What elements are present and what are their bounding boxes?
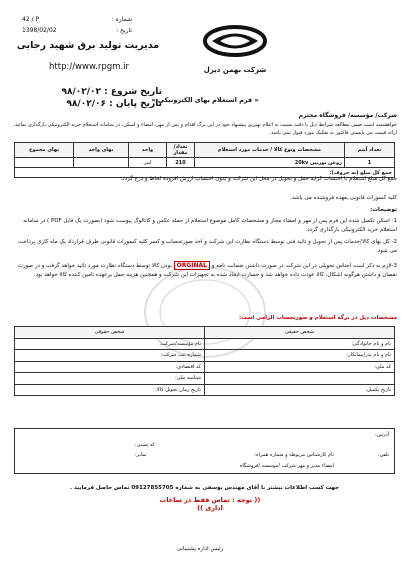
table-row — [15, 338, 395, 350]
natural-field[interactable]: کد ملی: — [205, 361, 395, 373]
col-item-count: تعداد آیتم — [345, 143, 395, 158]
cell-unit: لیتر — [129, 158, 167, 168]
natural-field[interactable]: تاریخ تکمیل: — [205, 384, 395, 396]
number-label: شماره : — [111, 16, 132, 23]
natural-person-header: شخص حقیقی — [205, 327, 395, 339]
office-hours-note: (( توجه : تماس فقط در ساعات اداری )) — [159, 496, 261, 512]
reference-number-row — [22, 14, 132, 25]
form-title: « فرم استعلام بهای الکترونیکی » — [151, 96, 259, 104]
legal-field[interactable]: نام مؤسسه/شرکت: — [15, 338, 205, 350]
cell-total-price[interactable] — [15, 158, 74, 168]
legal-field[interactable]: شناسه ملی: — [15, 373, 205, 385]
end-date: تاریخ پایان : ۹۸/۰۲/۰۶ — [66, 99, 162, 109]
original-badge: ORGINAL — [174, 261, 210, 270]
natural-field[interactable]: نام و نام پدر/پیمانکار: — [205, 350, 395, 362]
legal-field[interactable]: کد اقتصادی: — [15, 361, 205, 373]
head-signature: رئیس اداره پشتیبانی — [176, 546, 224, 552]
contact-label[interactable]: نام کارشناس مربوطه و شماره همراه: — [254, 452, 334, 458]
condition-2: کلیه کسورات قانونی بعهده فروشنده می باشد. — [290, 195, 397, 201]
cell-item-count: 1 — [345, 158, 395, 168]
note-3 — [10, 261, 397, 280]
table-row — [15, 350, 395, 362]
note-1: 1- اسکن تکمیل شده این فرم پس از مهر و امضاء مجاز و مشخصات کامل موضوع استعلام از جمله عکس و کاتالوگ پیوست شود (بصورت یک فایل PDF ) در سامانه استعلام خرید الکترونیکی بارگذاری گردد. — [23, 218, 397, 233]
deadline-dates — [22, 86, 162, 110]
table-row — [15, 158, 395, 168]
legal-field[interactable]: شماره ثبت شرکت: — [15, 350, 205, 362]
cell-quantity: 210 — [167, 158, 195, 168]
col-description: مشخصات ونوع کالا / خدمات مورد استعلام — [195, 143, 345, 158]
start-date: تاریخ شروع : ۹۸/۰۲/۰۲ — [61, 87, 162, 97]
intro-text: خواهشمند است ضمن مطالعه شرایط ذیل با دقت نسبت به اعلام بهترین پیشنهاد خود در این برگ اقدام و پس از مهر، امضاء و اسکن، در سامانه استعلام خرید الکترونیکی بارگذاری نمائید. ارائه قیمت می بایستی فاکتور به تفکیک مورد قبول نمی باشد. — [13, 122, 397, 136]
table-row — [15, 373, 395, 385]
note-2: 2- کل بهای کالا/خدمات پس از تحویل و تائید فنی توسط دستگاه نظارت این شرکت و اخذ صورتحساب و کسر کلیه کسورات قانونی طرف قرارداد یک ماه کاری پرداخت می شود. — [18, 239, 397, 254]
reference-date-row — [22, 25, 132, 36]
vendor-spec-title: مشخصات ذیل در برگه استعلام و صورتحساب الزامی است: — [238, 315, 397, 321]
col-unit-price: بهای واحد — [74, 143, 129, 158]
note-3-part-b: بودن کالا توسط دستگاه نظارت مورد تائید خواهد گرفت و در صورت نقصان و داشتن هرگونه اشکال، کالا عودت داده خواهد شد و خسارت ایجاد شده به تجهیزات این شرکت و همچنین هزینه حمل برعهده تامین کننده کالا خواهد بود. — [17, 263, 397, 278]
col-total-price: بهای مجموع — [15, 143, 74, 158]
signature-box — [14, 428, 395, 474]
address-label[interactable]: آدرس: — [375, 432, 389, 438]
phone-label[interactable]: تلفن: — [377, 452, 389, 458]
items-table — [14, 142, 395, 178]
col-unit: واحد — [129, 143, 167, 158]
vendor-info-table — [14, 326, 395, 396]
sign-label[interactable]: امضاء مدیر و مهر شرکت /موسسه /فروشگاه — [239, 463, 334, 469]
table-row — [15, 384, 395, 396]
addressee: شرکت/ مؤسسه/ فروشگاه محترم — [298, 112, 397, 119]
postal-label[interactable]: کد پستی: — [135, 442, 155, 448]
cell-unit-price[interactable] — [74, 158, 129, 168]
website-link[interactable]: http://www.rpgm.ir — [49, 62, 129, 72]
total-label: جمع کل مبلغ (به حروف): — [15, 168, 395, 178]
contact-notice: جهت کسب اطلاعات بیشتر با آقای مهندس یوسفی به شماره 09127855705 تماس حاصل فرمایید . — [69, 485, 340, 491]
natural-field[interactable]: نام و نام خانوادگی: — [205, 338, 395, 350]
legal-field[interactable]: تاریخ زمان تحویل کالا: — [15, 384, 205, 396]
cell-description: روغن توربین 20kv — [195, 158, 345, 168]
items-header-row — [15, 143, 395, 158]
reference-box — [22, 14, 132, 36]
info-header-row — [15, 327, 395, 339]
col-quantity: تعداد/ مقدار — [167, 143, 195, 158]
company-logo — [195, 22, 275, 80]
date-label: تاریخ : — [116, 27, 132, 34]
legal-person-header: شخص حقوقی — [15, 327, 205, 339]
bahman-logo-icon — [200, 22, 270, 60]
number-value: 42 / P — [22, 16, 40, 23]
company-name: مدیریت تولید برق شهید رجایی — [16, 40, 160, 51]
table-row — [15, 361, 395, 373]
fax-label[interactable]: نمابر: — [135, 452, 147, 458]
logo-text: شرکت بهمن دیزل — [203, 66, 267, 74]
notes-title: توضیحات: — [370, 207, 397, 213]
condition-1: جمع کل مبلغ استعلام با احتساب کرایه حمل و تحویل در محل این شرکت و بدون احتساب ارزش افزوده لحاظ و درج گردد. — [120, 176, 397, 182]
natural-field[interactable] — [205, 373, 395, 385]
date-value: 1398/02/02 — [22, 27, 57, 34]
note-3-part-a: 3-لازم به ذکر است اجناس تحویلی در این شرکت در صورت داشتن ضمانت نامه و — [211, 263, 397, 269]
